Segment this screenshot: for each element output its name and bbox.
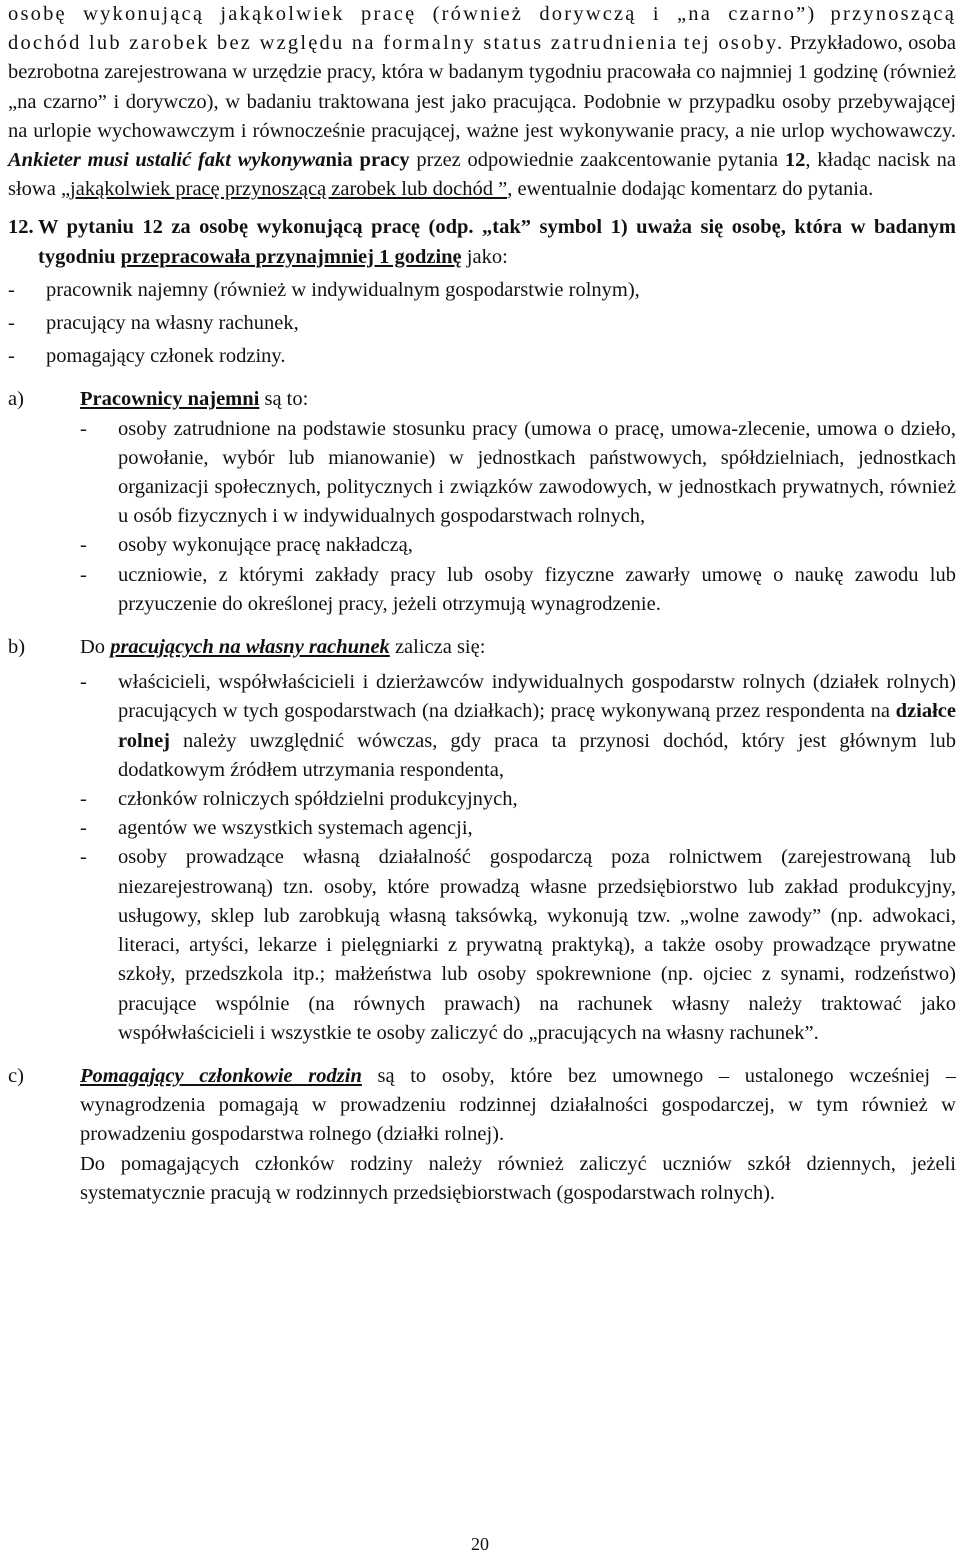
section-b-tail: zalicza się: [389,636,486,659]
spacer [8,619,956,633]
section-a-item-text: osoby wykonujące pracę nakładczą, [118,534,413,557]
dash-marker: - [80,817,87,840]
section-b-item1-bold: działce rolnej [118,700,956,752]
intro-text-2: przez odpowiednie zaakcentowanie pytania [409,149,785,172]
section-c-heading [8,1062,956,1150]
q12-list-item [8,309,956,338]
dash-marker: - [8,278,15,301]
q12-item-text: pracujący na własny rachunek, [46,312,299,335]
section-c-marker: c) [8,1064,24,1087]
question-12-tail: jako: [461,245,508,268]
section-a-item [8,415,956,532]
section-a-title-text: Pracownicy najemni [80,388,260,411]
section-a-heading [8,385,956,414]
section-b-item-text [118,668,956,785]
page-number: 20 [471,1534,489,1554]
q12-item-text: pomagający członek rodziny. [46,345,286,368]
q12-list-item [8,342,956,371]
intro-emphasis-bold: nia pracy [325,149,410,172]
intro-question-number: 12 [784,149,806,172]
intro-wide-line-1: osobę wykonującą jakąkolwiek pracę (również dorywczą i „na czarno”) [8,3,817,25]
spacer [8,371,956,385]
dash-marker: - [80,417,87,440]
intro-underlined-phrase: „jakąkolwiek pracę przynoszącą zarobek lub dochód ” [60,178,508,201]
document-page [8,0,956,1208]
section-a-item [8,561,956,619]
dash-marker: - [80,563,87,586]
dash-marker: - [8,312,15,335]
dash-marker: - [80,671,87,694]
section-b-item [8,843,956,1047]
section-b-title-text: pracujących na własny rachunek [110,636,390,659]
intro-text-4: , ewentualnie dodając komentarz do pytania. [507,178,874,201]
question-12-bold: W pytaniu 12 za osobę wykonującą pracę (odp. „tak” symbol 1) uważa się osobę, która w badanym tygodniu [38,216,956,268]
section-b-item [8,785,956,814]
question-12-underlined: przepracowała przynajmniej 1 godzinę [120,245,462,268]
section-b-title [80,633,956,662]
intro-wide-line-2: przynoszącą dochód lub zarobek bez względu na formalny status zatrudnienia [8,3,957,55]
section-c-extra: Do pomagających członków rodziny należy również zaliczyć uczniów szkół dziennych, jeżeli systematycznie pracują w rodzinnych przedsiębiorstwach (gospodarstwach rolnych). [80,1152,956,1204]
section-b-item-text: członków rolniczych spółdzielni produkcyjnych, [118,788,518,811]
section-b-pre: Do [80,636,111,659]
section-a-marker: a) [8,388,24,411]
dash-marker: - [8,345,15,368]
intro-text-3: , kładąc nacisk na słowa [8,149,956,201]
section-b-heading [8,633,956,662]
q12-item-text: pracownik najemny (również w indywidualnym gospodarstwie rolnym), [46,278,640,301]
intro-paragraph [8,0,956,204]
section-b-item-text: osoby prowadzące własną działalność gospodarczą poza rolnictwem (zarejestrowaną lub niezarejestrowaną) tzn. osoby, które prowadzą własne przedsiębiorstwo lub zakład produkcyjny, usługowy, sklep lub zarobkują własną taksówką, wykonują tzw. „wolne zawody” (np. adwokaci, literaci, artyści, lekarze i pielęgniarki z prywatną praktyką), a także osoby prowadzące prywatne szkoły, przedszkola itp.; małżeństwa lub osoby spokrewnione (np. ojciec z synami, rodzeństwo) pracujące wspólnie (na równych prawach) na rachunek własny należy traktować jako współwłaścicieli i wszystkie te osoby zaliczyć do „pracujących na własny rachunek”. [118,846,956,1044]
question-12-text [38,213,956,271]
dash-marker: - [80,788,87,811]
intro-emphasis-italic: Ankieter musi ustalić fakt wykonywa [8,149,326,172]
section-c-text [80,1062,956,1150]
question-12-marker: 12. [8,216,34,239]
section-b-marker: b) [8,636,26,659]
intro-wide-line-3: tej osoby. [683,32,785,55]
section-b-item1-pre: właścicieli, współwłaścicieli i dzierżawców indywidualnych gospodarstw rolnych (działek rolnych) pracujących w tych gospodarstwach (na działkach); pracę wykonywaną przez respondenta na [118,671,956,723]
section-b-item [8,814,956,843]
section-c-tail: są to osoby, które bez umownego – ustalonego wcześniej – wynagrodzenia pomagają w prowadzeniu rodzinnej działalności gospodarczej, w tym również w prowadzeniu gospodarstwa rolnego (działki rolnej). [80,1064,956,1146]
section-a-item-text: osoby zatrudnione na podstawie stosunku pracy (umowa o pracę, umowa-zlecenie, umowa o dzieło, powołanie, wybór lub mianowanie) w jednostkach państwowych, spółdzielniach, jednostkach organizacji społecznych, politycznych i związków zawodowych, w jednostkach prywatnych, również u osób fizycznych i w indywidualnych gospodarstwach rolnych, [118,417,956,528]
section-a-tail: są to: [259,388,309,411]
section-a-title [80,385,956,414]
section-b-item [8,668,956,785]
section-c-title-text: Pomagający członkowie rodzin [80,1064,362,1087]
intro-text-1: Przykładowo, osoba bezrobotna zarejestrowana w urzędzie pracy, która w badanym tygodniu pracowała co najmniej 1 godzinę (również „na czarno” i dorywczo), w badaniu traktowana jest jako pracująca. Podobnie w przypadku osoby przebywającej na urlopie wychowawczym i równocześnie pracującej, ważne jest wykonywanie pracy, a nie urlop wychowawczy. [8,32,956,142]
section-a-item [8,531,956,560]
section-a-item-text: uczniowie, z którymi zakłady pracy lub osoby fizyczne zawarły umowę o naukę zawodu lub przyuczenie do określonej pracy, jeżeli otrzymują wynagrodzenie. [118,563,956,615]
question-12-heading [8,213,956,271]
section-b-item-text: agentów we wszystkich systemach agencji, [118,817,473,840]
dash-marker: - [80,846,87,869]
q12-list-item [8,276,956,305]
spacer [8,1048,956,1062]
dash-marker: - [80,534,87,557]
section-b-item1-post: należy uwzględnić wówczas, gdy praca ta przynosi dochód, który jest głównym lub dodatkowym źródłem utrzymania respondenta, [118,729,956,781]
spacer [8,204,956,213]
